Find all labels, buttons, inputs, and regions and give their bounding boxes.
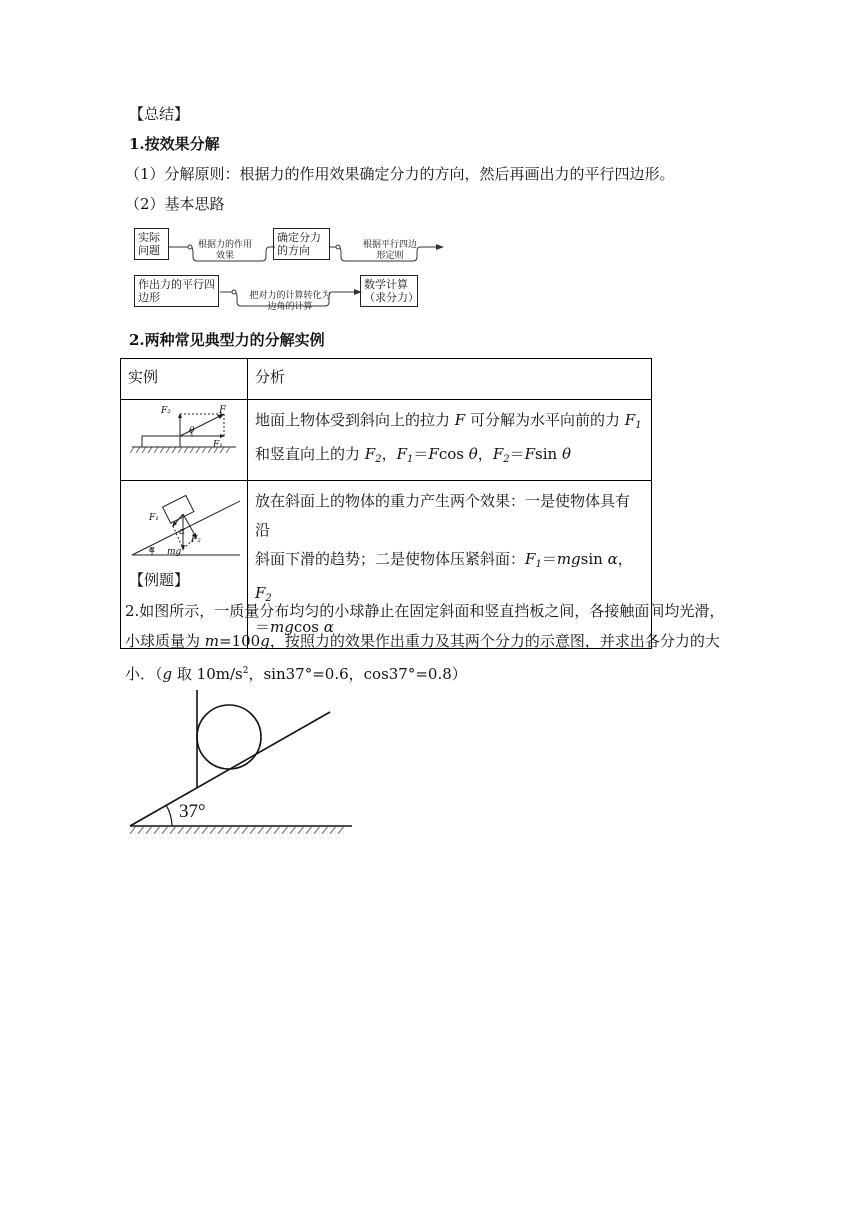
pull-eq2: ＝ [509, 445, 525, 463]
problem-var-m: m [204, 632, 220, 650]
problem-text-c: ，按照力的效果作出重力及其两个分力的示意图，并求出各分力的大 [269, 632, 720, 650]
table-header-analysis: 分析 [248, 359, 652, 400]
table-row [121, 481, 652, 649]
pull-line1 [255, 406, 644, 440]
table-header-row [121, 359, 652, 400]
problem-line2 [125, 631, 720, 651]
pull-text-c: 和竖直向上的力 [255, 445, 361, 463]
incline-comma: ， [617, 550, 633, 568]
fig2-label-alpha2: α [149, 545, 156, 555]
flow-box-calculate: 数学计算（求分力） [360, 275, 418, 307]
table-cell-figure-incline [121, 481, 248, 649]
problem-text-b: =100 [219, 632, 261, 650]
pull-eq1: ＝ [413, 445, 429, 463]
problem-superscript: 2 [242, 666, 249, 676]
ground-hatching [130, 826, 344, 834]
principle-text: （1）分解原则：根据力的作用效果确定分力的方向，然后再画出力的平行四边形。 [125, 165, 675, 183]
pull-theta2: θ [561, 445, 572, 463]
fig1-label-f: F [219, 405, 226, 416]
pull-var-f2a: $F_2$ [364, 445, 382, 465]
table-header-example: 实例 [121, 359, 248, 400]
incline-eq1: ＝ [541, 550, 557, 568]
problem-var-g: g [260, 632, 270, 650]
problem-text-a: 小球质量为 [125, 632, 205, 650]
fig2-label-f1: F₁ [149, 513, 159, 523]
flow-box-draw-parallelogram: 作出力的平行四边形 [134, 275, 219, 307]
incline-var-f1: $F_1$ [525, 550, 542, 570]
pull-var-f1: $F_1$ [624, 411, 642, 431]
fig1-label-f2: F₂ [161, 406, 171, 416]
problem-var-g2: g [162, 665, 173, 683]
incline-alpha2: α [323, 618, 334, 636]
pull-line2 [255, 440, 644, 474]
summary-heading: 【总结】 [129, 105, 190, 123]
pull-var-f1b: $F_1$ [396, 445, 414, 465]
incline-line1: 放在斜面上的物体的重力产生两个效果：一是使物体具有沿 [255, 492, 631, 539]
flow-box-actual-problem: 实际问题 [134, 228, 169, 260]
incline-alpha1: α [607, 550, 618, 568]
incline-mg1: mg [556, 550, 581, 568]
pull-text-b: 可分解为水平向前的力 [470, 411, 621, 429]
problem-text-d: 小．（ [125, 665, 163, 683]
pull-cos: cos [438, 445, 464, 463]
table-cell-analysis-incline [248, 481, 652, 649]
problem-line3 [125, 661, 467, 684]
flow-label-convert: 把对力的计算转化为边角的计算 [249, 291, 331, 312]
flow-label-parallelogram-rule: 根据平行四边形定则 [362, 240, 417, 261]
problem-line1: 2.如图所示，一质量分布均匀的小球静止在固定斜面和竖直挡板之间，各接触面间均光滑， [125, 602, 725, 620]
pull-var-f2b: $F_2$ [492, 445, 510, 465]
pull-comma1: ， [381, 445, 397, 463]
fig1-label-theta: θ [189, 426, 195, 436]
pull-var-f-sin: F [524, 445, 536, 463]
problem-text-e: 取 10m/s [172, 665, 243, 683]
table-cell-figure-pull [121, 400, 248, 481]
section2-title: 2.两种常见典型力的分解实例 [129, 331, 325, 349]
section1-title: 1.按效果分解 [129, 135, 220, 153]
pull-sin: sin [535, 445, 558, 463]
incline-var-f2: $F_2$ [255, 584, 272, 604]
ball-incline-figure [128, 690, 356, 840]
incline-cos: cos [293, 618, 319, 636]
example-heading: 【例题】 [129, 571, 190, 589]
angle-label: 37° [179, 801, 206, 822]
table-cell-analysis-pull [248, 400, 652, 481]
problem-text-f: ，sin37°=0.6，cos37°=0.8） [248, 665, 467, 683]
idea-title: （2）基本思路 [125, 195, 225, 213]
flow-box-direction: 确定分力的方向 [273, 228, 330, 260]
table-row [121, 400, 652, 481]
pull-comma2: ， [477, 445, 493, 463]
fig2-label-mg: mg [167, 547, 182, 557]
pull-var-f: F [454, 411, 466, 429]
incline-text: 斜面下滑的趋势；二是使物体压紧斜面： [255, 550, 526, 568]
incline-eq2: ＝ [255, 618, 271, 636]
fig2-label-f2: F₂ [191, 535, 201, 545]
fig1-label-f1: F₁ [213, 440, 223, 450]
pull-theta1: θ [468, 445, 478, 463]
incline-mg2: mg [270, 618, 294, 636]
pull-text-a: 地面上物体受到斜向上的拉力 [255, 411, 451, 429]
flow-label-effect: 根据力的作用效果 [197, 240, 252, 261]
angle-arc [166, 805, 172, 826]
ball [197, 705, 261, 769]
incline-sin: sin [580, 550, 603, 568]
fig2-label-alpha: α [179, 527, 186, 537]
pull-var-f-cos: F [428, 445, 439, 463]
